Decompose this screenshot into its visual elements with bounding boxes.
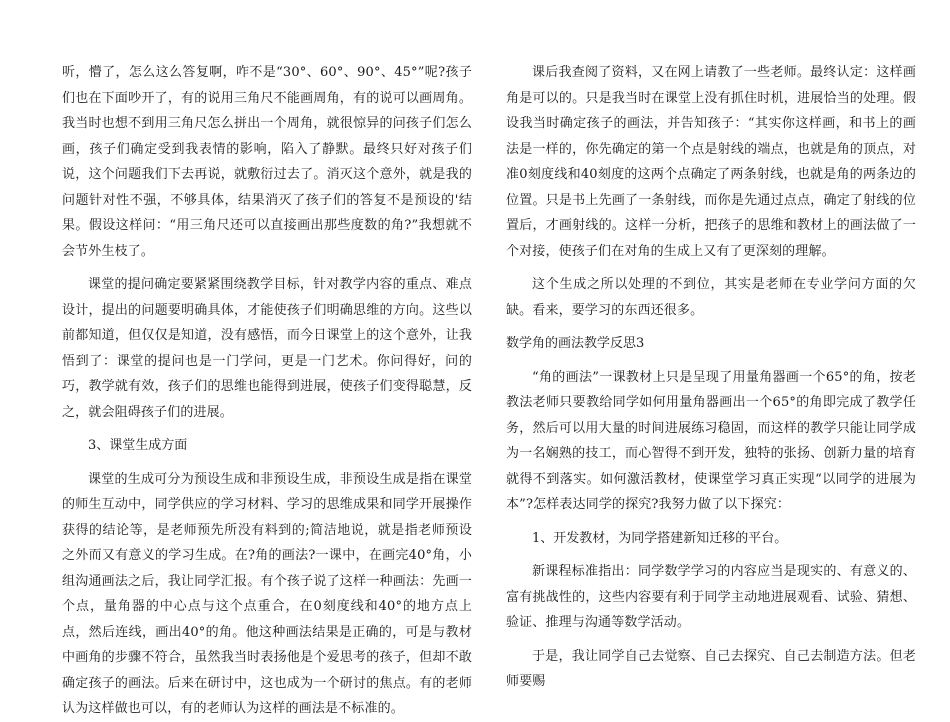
right-column bbox=[506, 60, 916, 695]
paragraph: 于是，我让同学自己去觉察、自己去探究、自己去制造方法。但老师要赐 bbox=[506, 648, 916, 689]
paragraph: 课堂的提问确定要紧紧围绕教学目标，针对教学内容的重点、难点设计，提出的问题要明确具体，才能使孩子们明确思维的方向。这些以前都知道，但仅仅是知道，没有感悟，而今日课堂上的这个意外，让我悟到了：课堂的提问也是一门学问，更是一门艺术。你问得好，问的巧，教学就有效，孩子们的思维也能得到进展，使孩子们变得聪慧，反之，就会阻碍孩子们的进展。 bbox=[62, 277, 472, 420]
paragraph: 新课程标准指出：同学数学学习的内容应当是现实的、有意义的、富有挑战性的，这些内容要有利于同学主动地进展观看、试验、猜想、验证、推理与沟通等数学活动。 bbox=[506, 564, 916, 630]
left-column bbox=[62, 60, 472, 722]
article-title: 数学角的画法教学反思3 bbox=[506, 336, 645, 351]
paragraph: 听，懵了，怎么这么答复啊，咋不是“30°、60°、90°、45°”呢?孩子们也在下面吵开了，有的说用三角尺不能画周角，有的说可以画周角。我当时也想不到用三角尺怎么拼出一个周角，就很惊异的问孩子们怎么画，孩子们确定受到我表情的影响，陷入了静默。最终只好对孩子们说，这个问题我们下去再说，就敷衍过去了。消灭这个意外，就是我的问题针对性不强，不够具体，结果消灭了孩子们的答复不是预设的'结果。假设这样问：“用三角尺还可以直接画出那些度数的角?”我想就不会节外生枝了。 bbox=[62, 65, 472, 259]
section-heading: 3、课堂生成方面 bbox=[88, 438, 188, 453]
section-heading: 1、开发教材，为同学搭建新知迁移的平台。 bbox=[532, 530, 788, 546]
paragraph: 课堂的生成可分为预设生成和非预设生成，非预设生成是指在课堂的师生互动中，同学供应的学习材料、学习的思维成果和同学开展操作获得的结论等，是老师预先所没有料到的;简洁地说，就是指老师预设之外而又有意义的学习生成。在?角的画法?一课中，在画完40°角，小组沟通画法之后，我让同学汇报。有个孩子说了这样一种画法：先画一个点，量角器的中心点与这个点重合，在0刻度线和40°的地方点上点，然后连线，画出40°的角。他这种画法结果是正确的，可是与教材中画角的步骤不符合，虽然我当时表扬他是个爱思考的孩子，但却不敢确定孩子的画法。后来在研讨中，这也成为一个研讨的焦点。有的老师认为这样做也可以，有的老师认为这样的画法是不标准的。 bbox=[62, 471, 472, 716]
paragraph: “角的画法”一课教材上只是呈现了用量角器画一个65°的角，按老教法老师只要教给同学如何用量角器画出一个65°的角即完成了教学任务，然后可以用大量的时间进展练习稳固，而这样的教学只能让同学成为一名娴熟的技工，而心智得不到开发，独特的张扬、创新力量的培育就得不到落实。如何激活教材，使课堂学习真正实现“以同学的进展为本”?怎样表达同学的探究?我努力做了以下探究： bbox=[506, 369, 916, 512]
paragraph: 课后我查阅了资料，又在网上请教了一些老师。最终认定：这样画角是可以的。只是我当时在课堂上没有抓住时机，进展恰当的处理。假设我当时确定孩子的画法，并告知孩子：“其实你这样画，和书上的画法是一样的，你先确定的第一个点是射线的端点，也就是角的顶点，对准0刻度线和40刻度的这两个点确定了两条射线，也就是角的两条边的位置。只是书上先画了一条射线，而你是先通过点点，确定了射线的位置后，才画射线的。这样一分析，把孩子的思维和教材上的画法做了一个对接，使孩子们在对角的生成上又有了更深刻的理解。 bbox=[506, 65, 916, 259]
paragraph: 这个生成之所以处理的不到位，其实是老师在专业学问方面的欠缺。看来，要学习的东西还很多。 bbox=[506, 277, 916, 318]
